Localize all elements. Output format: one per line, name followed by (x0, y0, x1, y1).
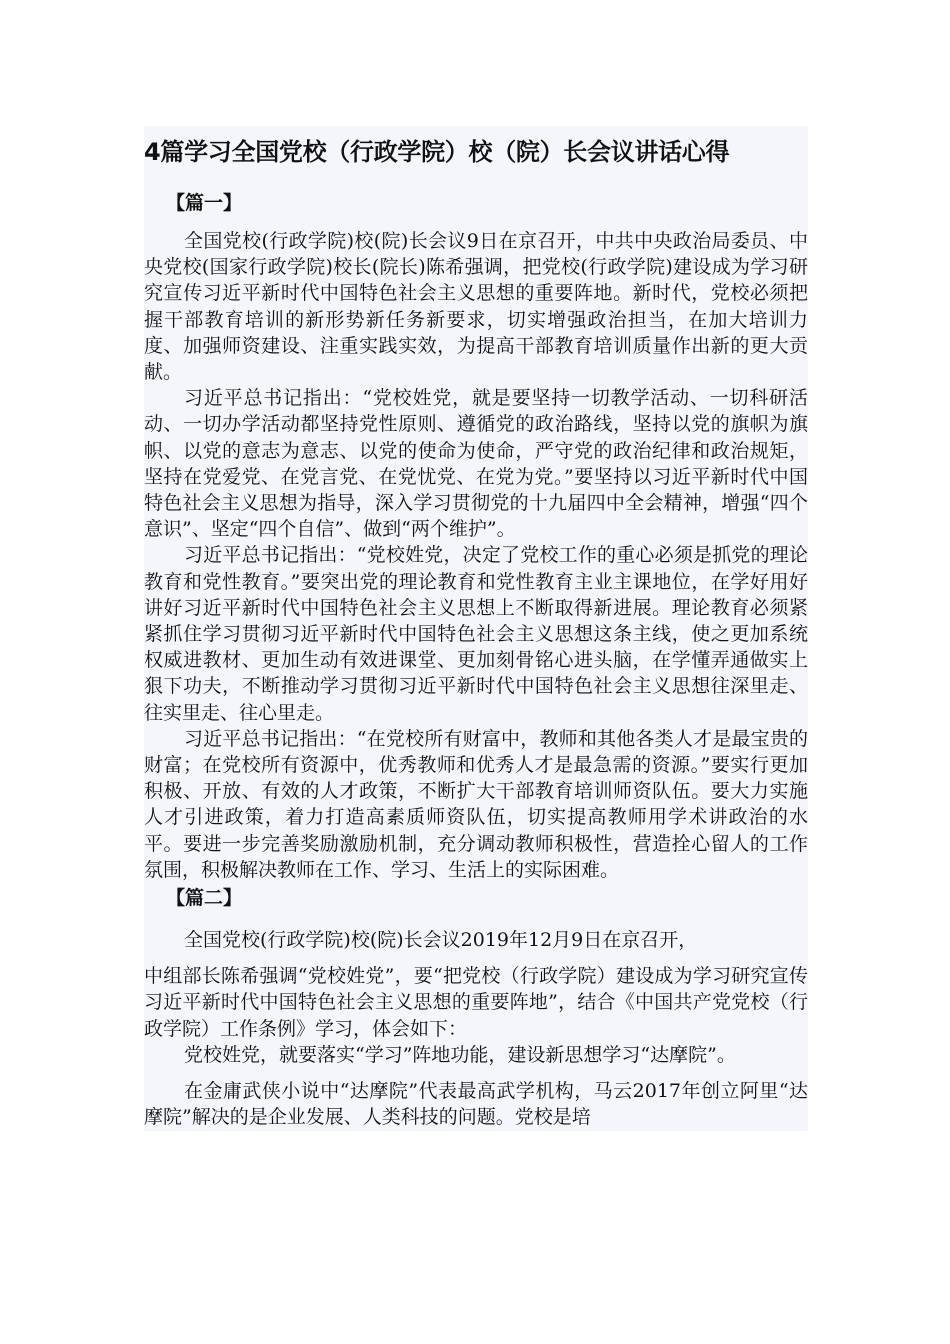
paragraph: 习近平总书记指出：“党校姓党，决定了党校工作的重心必须是抓党的理论教育和党性教育。”要突出党的理论教育和党性教育主业主课地位，在学好用好讲好习近平新时代中国特色社会主义思想上不断取得新进展。理论教育必须紧紧抓住学习贯彻习近平新时代中国特色社会主义思想这条主线，使之更加系统权威进教材、更加生动有效进课堂、更加刻骨铭心进头脑，在学懂弄通做实上狠下功夫，不断推动学习贯彻习近平新时代中国特色社会主义思想往深里走、往实里走、往心里走。 (144, 544, 808, 724)
paragraph: 在金庸武侠小说中“达摩院”代表最高武学机构，马云2017年创立阿里“达摩院”解决的是企业发展、人类科技的问题。党校是培 (144, 1080, 808, 1129)
paragraph: 习近平总书记指出：“党校姓党，就是要坚持一切教学活动、一切科研活动、一切办学活动都坚持党性原则、遵循党的政治路线，坚持以党的旗帜为旗帜、以党的意志为意志、以党的使命为使命，严守党的政治纪律和政治规矩，坚持在党爱党、在党言党、在党忧党、在党为党。”要坚持以习近平新时代中国特色社会主义思想为指导，深入学习贯彻党的十九届四中全会精神，增强“四个意识”、坚定“四个自信”、做到“两个维护”。 (144, 387, 808, 541)
paragraph: 习近平总书记指出：“在党校所有财富中，教师和其他各类人才是最宝贵的财富；在党校所有资源中，优秀教师和优秀人才是最急需的资源。”要实行更加积极、开放、有效的人才政策，不断扩大干部教育培训师资队伍。要大力实施人才引进政策，着力打造高素质师资队伍，切实提高教师用学术讲政治的水平。要进一步完善奖励激励机制，充分调动教师积极性，营造拴心留人的工作氛围，积极解决教师在工作、学习、生活上的实际困难。 (144, 727, 808, 881)
document-title: 4篇学习全国党校（行政学院）校（院）长会议讲话心得 (144, 138, 730, 166)
paragraph: 中组部长陈希强调“党校姓党”，要“把党校（行政学院）建设成为学习研究宣传习近平新时代中国特色社会主义思想的重要阵地”，结合《中国共产党党校（行政学院）工作条例》学习，体会如下： (144, 965, 808, 1040)
paragraph: 党校姓党，就要落实“学习”阵地功能，建设新思想学习“达摩院”。 (184, 1043, 736, 1066)
section-heading-2: 【篇二】 (166, 887, 243, 910)
section-heading-1: 【篇一】 (166, 192, 243, 214)
paragraph: 全国党校(行政学院)校(院)长会议2019年12月9日在京召开， (184, 929, 698, 952)
paragraph: 全国党校(行政学院)校(院)长会议9日在京召开，中共中央政治局委员、中央党校(国家行政学院)校长(院长)陈希强调，把党校(行政学院)建设成为学习研究宣传习近平新时代中国特色社会主义思想的重要阵地。新时代，党校必须把握干部教育培训的新形势新任务新要求，切实增强政治担当，在加大培训力度、加强师资建设、注重实践实效，为提高干部教育培训质量作出新的更大贡献。 (144, 230, 808, 384)
document-body (144, 126, 808, 1131)
